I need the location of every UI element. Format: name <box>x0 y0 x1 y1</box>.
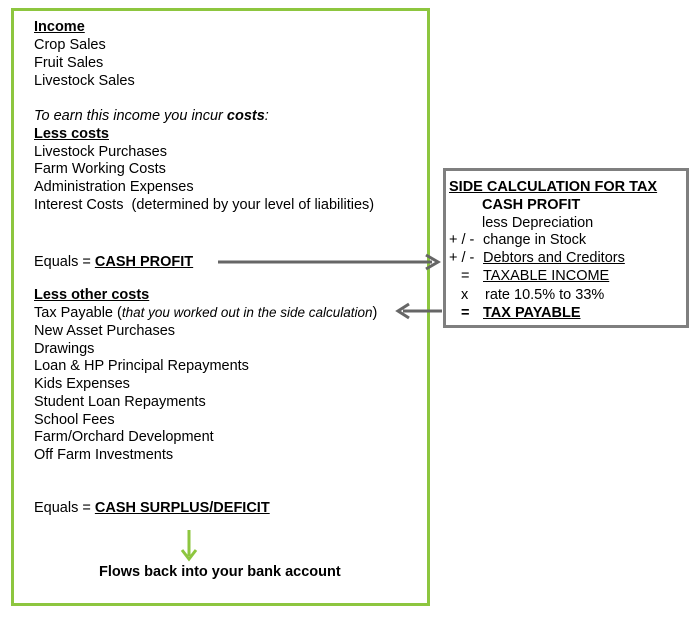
side-calc-tax-payable: TAX PAYABLE <box>483 305 581 321</box>
cost-item-administration-expenses: Administration Expenses <box>34 179 194 195</box>
other-cost-new-asset-purchases: New Asset Purchases <box>34 323 176 339</box>
cash-profit-line: Equals = CASH PROFIT <box>34 254 194 270</box>
less-other-costs-heading: Less other costs <box>34 287 150 303</box>
other-cost-farm-orchard-development: Farm/Orchard Development <box>34 429 214 445</box>
other-cost-student-loan: Student Loan Repayments <box>34 394 206 410</box>
side-calc-stock-op: + / - <box>449 232 475 248</box>
costs-intro: To earn this income you incur costs: <box>34 108 269 124</box>
costs-keyword: costs <box>226 108 265 124</box>
income-heading: Income <box>34 19 85 35</box>
other-cost-drawings: Drawings <box>34 341 95 357</box>
less-costs-heading: Less costs <box>34 126 109 142</box>
side-calc-cash-profit: CASH PROFIT <box>482 197 581 213</box>
side-calc-less-depreciation: less Depreciation <box>482 215 594 231</box>
other-cost-school-fees: School Fees <box>34 412 115 428</box>
side-calc-title: SIDE CALCULATION FOR TAX <box>449 179 658 195</box>
cash-surplus-deficit-label: CASH SURPLUS/DEFICIT <box>94 500 270 516</box>
tax-payable-back-arrow <box>398 304 442 318</box>
other-cost-tax-payable: Tax Payable (that you worked out in the side calculation) <box>34 305 378 321</box>
income-item-livestock-sales: Livestock Sales <box>34 73 135 89</box>
side-calc-taxable-op: = <box>461 268 470 284</box>
income-item-fruit-sales: Fruit Sales <box>34 55 104 71</box>
other-cost-kids-expenses: Kids Expenses <box>34 376 130 392</box>
cash-profit-label: CASH PROFIT <box>94 254 194 270</box>
side-calc-rate-op: x <box>461 287 469 303</box>
down-arrow-icon <box>182 530 196 559</box>
cash-surplus-line: Equals = CASH SURPLUS/DEFICIT <box>34 500 270 516</box>
side-calc-change-in-stock: change in Stock <box>483 232 587 248</box>
side-calc-tax-rate: rate 10.5% to 33% <box>485 287 605 303</box>
cash-profit-to-side-arrow <box>218 255 438 269</box>
other-cost-loan-hp-repayments: Loan & HP Principal Repayments <box>34 358 249 374</box>
cost-item-farm-working-costs: Farm Working Costs <box>34 161 166 177</box>
side-calc-taxable-income: TAXABLE INCOME <box>483 268 610 284</box>
side-calc-tax-payable-op: = <box>461 305 470 321</box>
side-calc-debtors-creditors: Debtors and Creditors <box>483 250 625 266</box>
income-item-crop-sales: Crop Sales <box>34 37 106 53</box>
cost-item-livestock-purchases: Livestock Purchases <box>34 144 167 160</box>
other-cost-off-farm-investments: Off Farm Investments <box>34 447 174 463</box>
bank-account-flow-text: Flows back into your bank account <box>99 564 341 580</box>
side-calc-debtors-op: + / - <box>449 250 475 266</box>
cost-item-interest-costs: Interest Costs (determined by your level of liabilities) <box>34 197 375 213</box>
